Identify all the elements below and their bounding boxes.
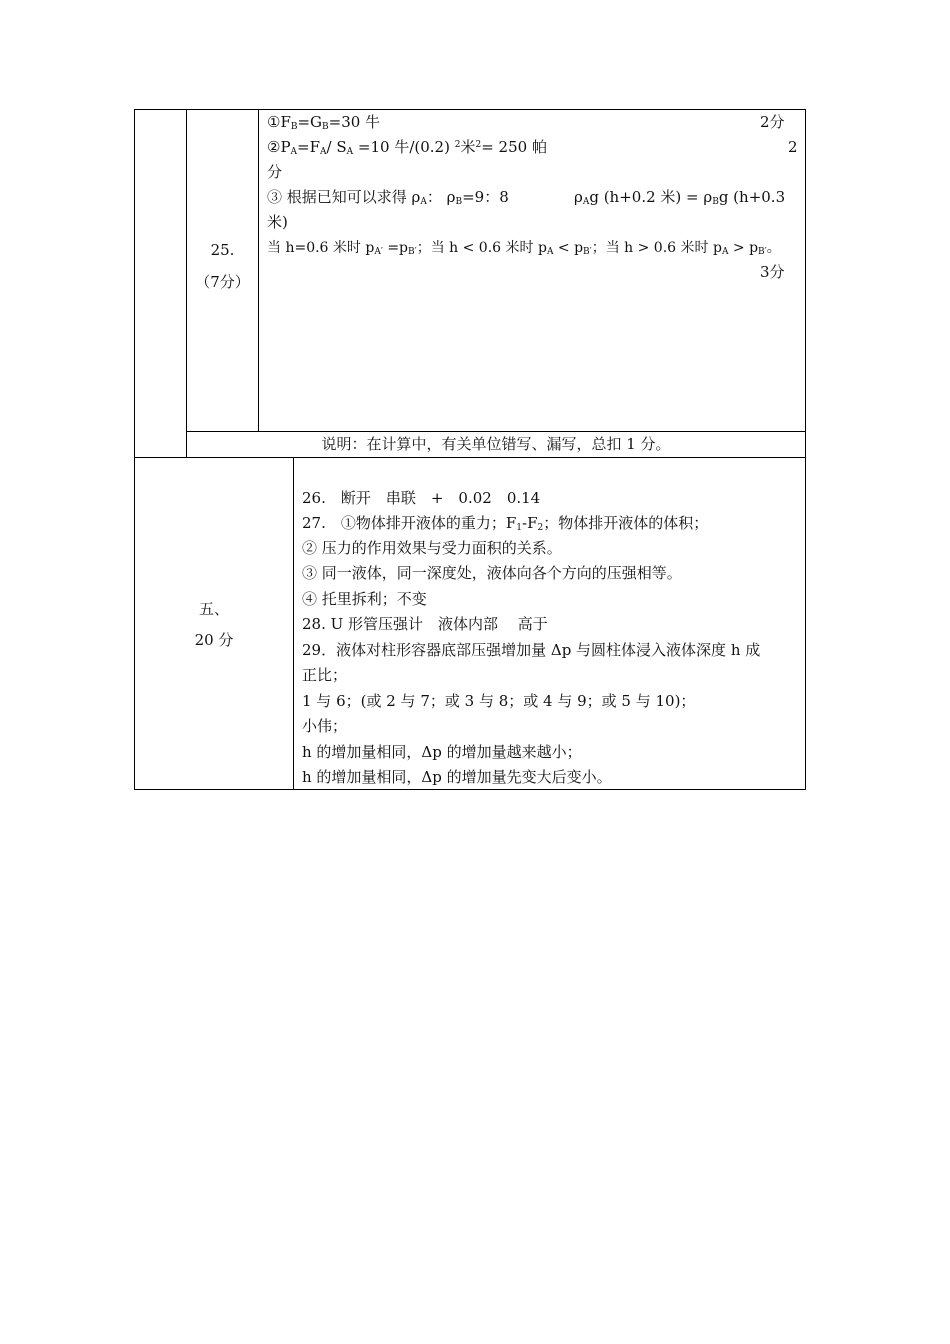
- q27-answer-2: ② 压力的作用效果与受力面积的关系。: [302, 539, 562, 557]
- table-border-right: [805, 109, 806, 790]
- divider-v-2: [258, 109, 259, 431]
- q26-answer: 26. 断开 串联 + 0.02 0.14: [302, 489, 541, 507]
- divider-h-section: [134, 457, 806, 458]
- q27-answer-3: ③ 同一液体，同一深度处，液体向各个方向的压强相等。: [302, 564, 682, 582]
- q25-score3: 3分: [760, 263, 785, 281]
- q25-line1: $①F_B=G_B=30$ 牛: [267, 113, 381, 132]
- q25-label: 25.: [210, 241, 235, 259]
- q25-points: （7分）: [195, 273, 250, 291]
- q29-answer-5: h 的增加量相同，Δp 的增加量越来越小；: [302, 743, 582, 761]
- q25-line4: ③ 根据已知可以求得 $\rho_A$： $\rho_B=9$：8: [267, 188, 509, 207]
- q25-score1: 2分: [760, 113, 785, 131]
- q29-answer-6: h 的增加量相同，Δp 的增加量先变大后变小。: [302, 768, 612, 786]
- q25-score2: 2: [788, 138, 798, 156]
- q25-line2: $②P_A=F_A/$ $S_A =10$ 牛/(0.2) $^2$米$^2$= 250 帕: [267, 138, 547, 157]
- section5-label: 五、: [198, 600, 229, 618]
- scoring-note: 说明：在计算中，有关单位错写、漏写，总扣 1 分。: [321, 435, 671, 453]
- section5-points: 20 分: [194, 631, 234, 649]
- q29-answer-2: 正比；: [302, 666, 348, 684]
- q27-answer-4: ④ 托里拆利；不变: [302, 590, 427, 608]
- q29-answer-1: 29．液体对柱形容器底部压强增加量 Δp 与圆柱体浸入液体深度 h 成: [302, 641, 761, 659]
- divider-v-3: [293, 457, 294, 790]
- q25-line3: 分: [267, 163, 283, 181]
- q25-line6: 当 h=0.6 米时 $p_{A'} =p_{B'}$；当 h < 0.6 米时 $p_A < p_{B'}$；当 h > 0.6 米时 $p_A > p_{B'}$。: [267, 240, 781, 257]
- table-border-top: [134, 109, 806, 110]
- q29-answer-4: 小伟；: [302, 717, 348, 735]
- table-border-left: [134, 109, 135, 790]
- q25-line5: 米): [267, 213, 288, 231]
- q29-answer-3: 1 与 6；(或 2 与 7；或 3 与 8；或 4 与 9；或 5 与 10)；: [302, 692, 696, 710]
- q28-answer: 28. U 形管压强计 液体内部 高于: [302, 615, 548, 633]
- q25-line4-formula: $\rho_Ag$ (h+0.2 米) = $\rho_Bg$ (h+0.3: [574, 188, 786, 207]
- q27-answer-1: 27. ①物体排开液体的重力；$F_1-F_2$；物体排开液体的体积；: [302, 514, 709, 533]
